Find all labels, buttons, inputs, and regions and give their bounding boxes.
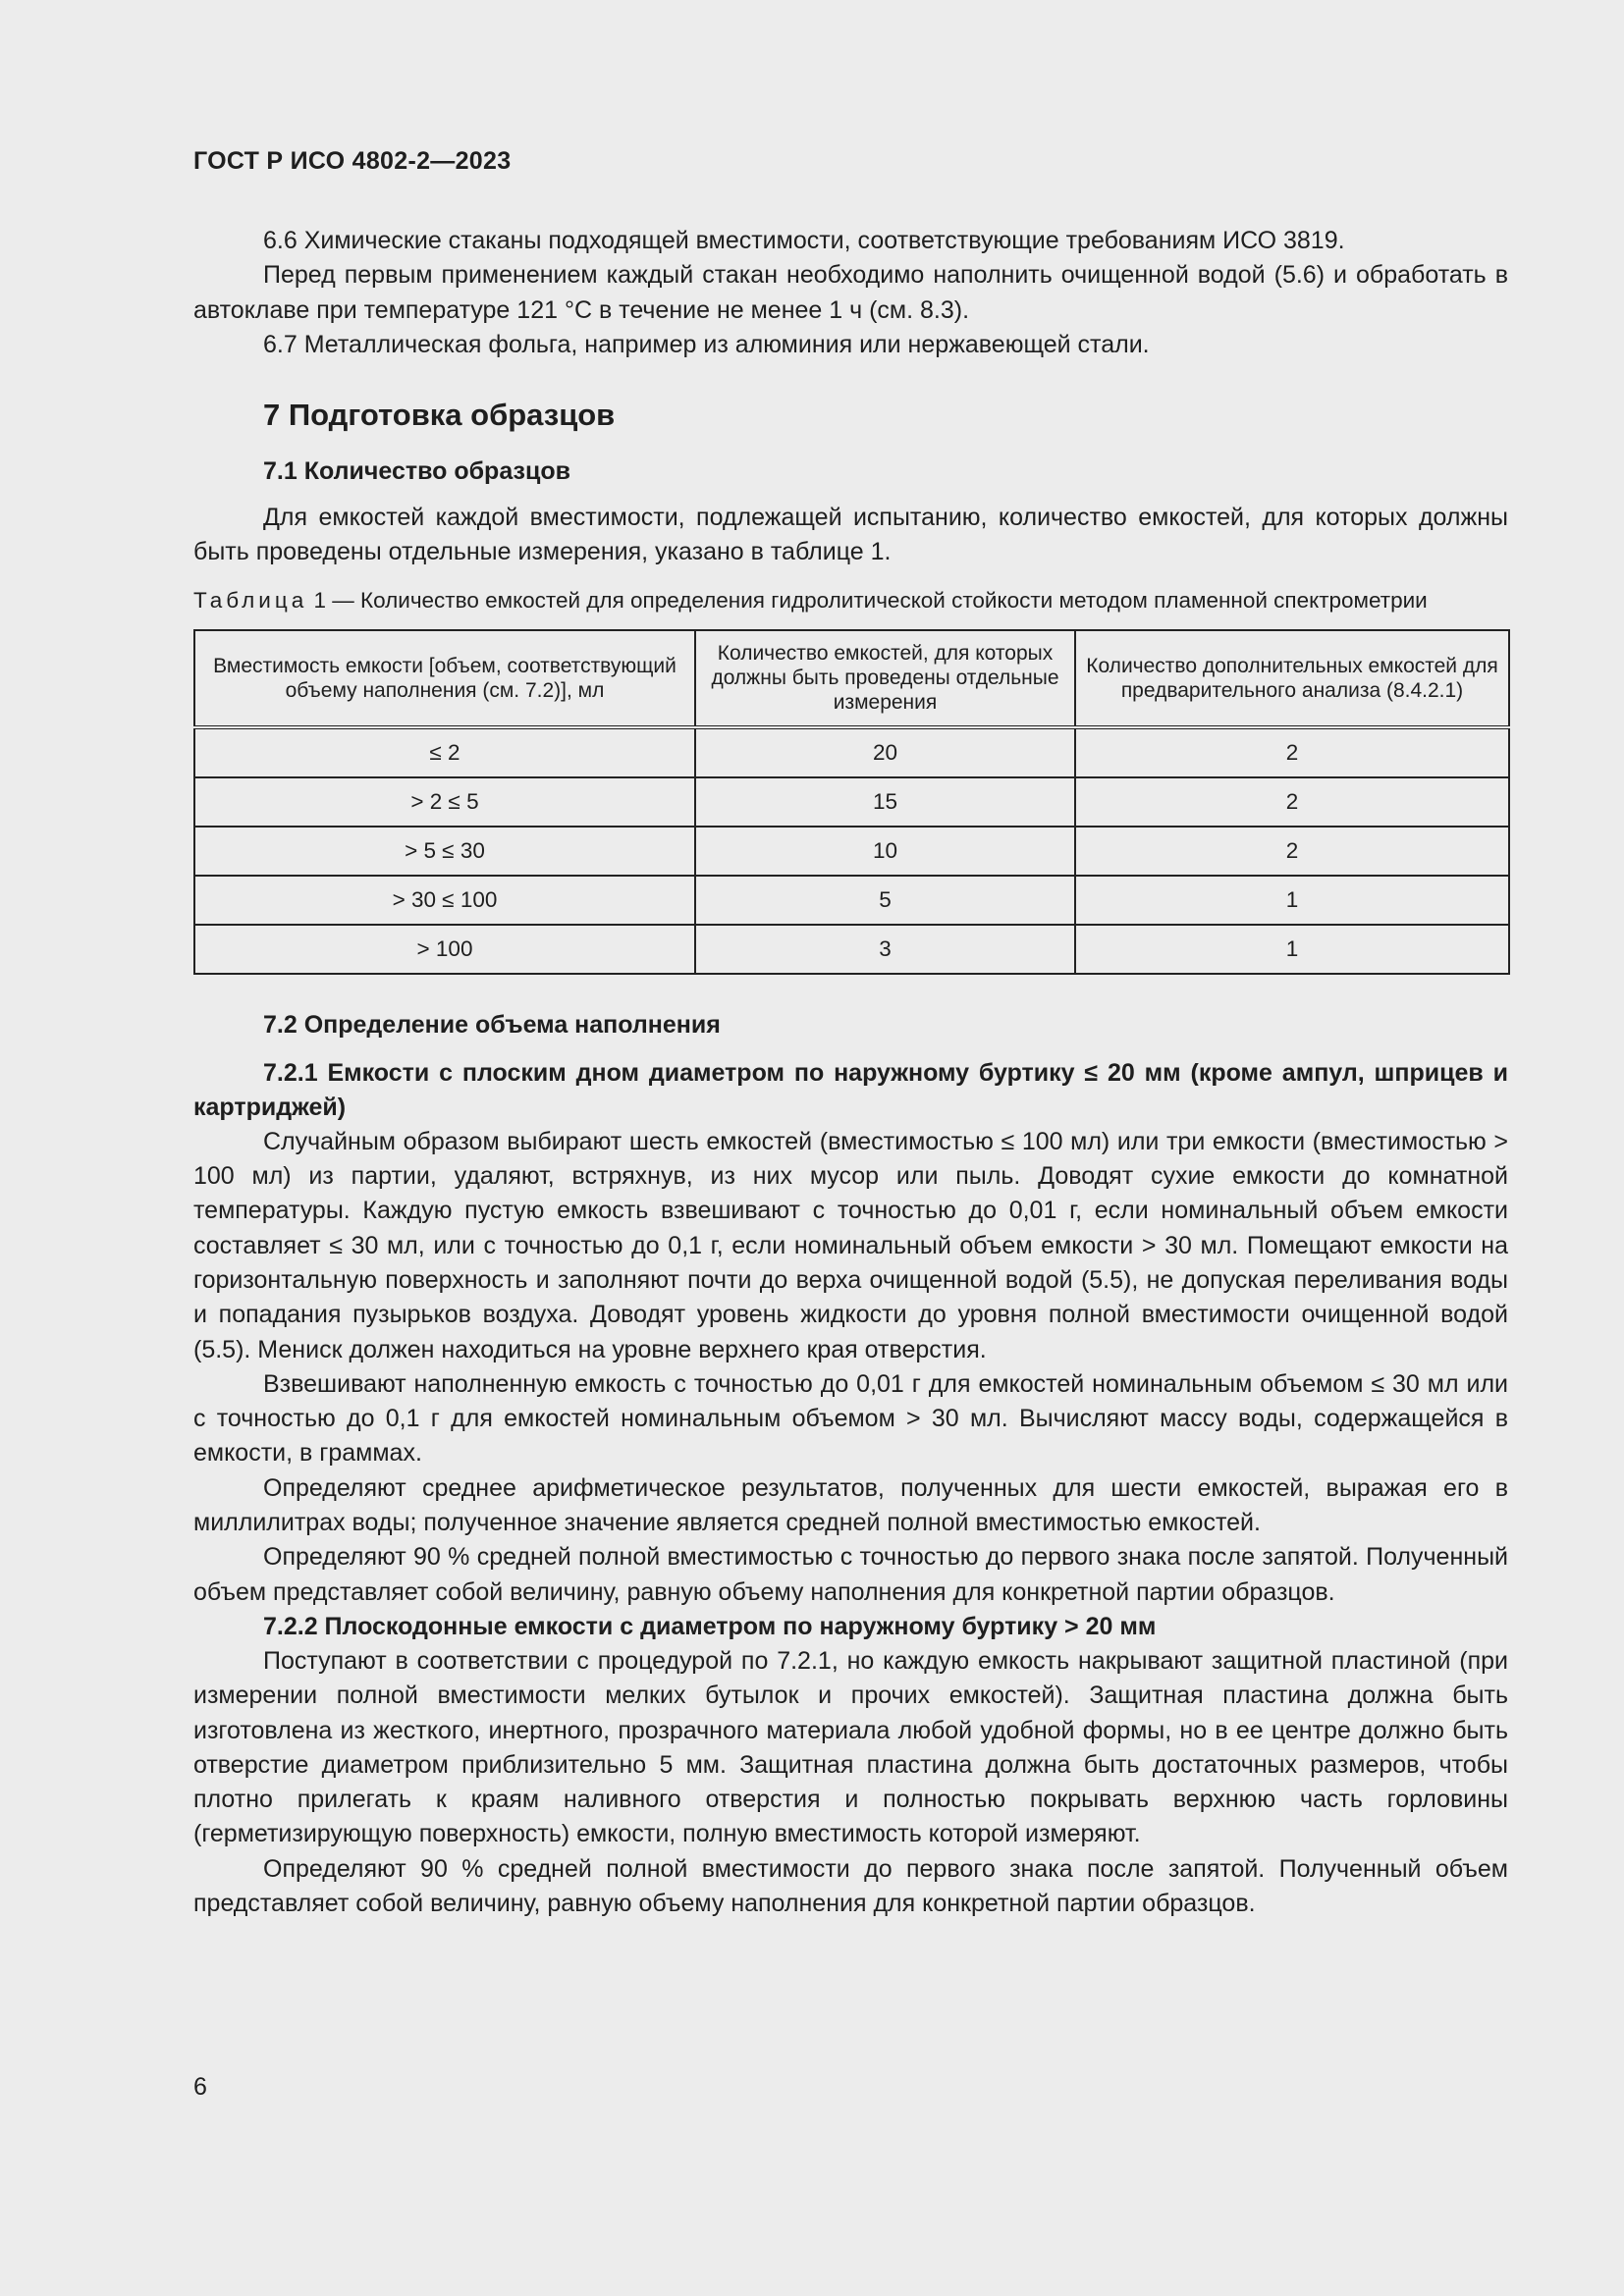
samples-table bbox=[193, 629, 1510, 975]
document-id-header: ГОСТ Р ИСО 4802-2—2023 bbox=[193, 147, 512, 175]
table-row bbox=[194, 777, 1509, 827]
table-cell-extra: 1 bbox=[1075, 925, 1509, 974]
section-7-1-text: Для емкостей каждой вместимости, подлежащей испытанию, количество емкостей, для которых должны быть проведены отдельные измерения, указано в таблице 1. bbox=[193, 504, 1508, 566]
section-7-2-2-para-1: Поступают в соответствии с процедурой по 7.2.1, но каждую емкость накрывают защитной пластиной (при измерении полной вместимости мелких бутылок и прочих емкостей). Защитная пластина должна быть изготовлена из жесткого, инертного, прозрачного материала любой удобной формы, но в ее центре должно быть отверстие диаметром приблизительно 5 мм. Защитная пластина должна быть достаточных размеров, чтобы плотно прилегать к краям наливного отверстия и полностью покрывать верхнюю часть горловины (герметизирующую поверхность) емкости, полную вместимость которой измеряют. bbox=[193, 1646, 1508, 1848]
clause-6-7: 6.7 Металлическая фольга, например из алюминия или нержавеющей стали. bbox=[263, 330, 1150, 358]
section-7-2-1-para-3: Определяют среднее арифметическое результатов, полученных для шести емкостей, выражая его в миллилитрах воды; полученное значение является средней полной вместимостью емкостей. bbox=[193, 1473, 1508, 1537]
table-cell-capacity: > 100 bbox=[194, 925, 695, 974]
table-cell-count: 3 bbox=[695, 925, 1075, 974]
table-header-count: Количество емкостей, для которых должны быть проведены отдельные измерения bbox=[695, 630, 1075, 727]
document-body bbox=[193, 224, 1508, 1921]
table-row bbox=[194, 876, 1509, 925]
table-cell-count: 15 bbox=[695, 777, 1075, 827]
section-7-2-1-para-1: Случайным образом выбирают шесть емкостей (вместимостью ≤ 100 мл) или три емкости (вместимостью > 100 мл) из партии, удаляют, встряхнув, из них мусор или пыль. Доводят сухие емкости до комнатной температуры. Каждую пустую емкость взвешивают с точностью до 0,01 г, если номинальный объем емкости составляет ≤ 30 мл, или с точностью до 0,1 г, если номинальный объем емкости > 30 мл. Помещают емкости на горизонтальную поверхность и заполняют почти до верха очищенной водой (5.5), не допуская переливания воды и попадания пузырьков воздуха. Доводят уровень жидкости до уровня полной вместимости очищенной водой (5.5). Мениск должен находиться на уровне верхнего края отверстия. bbox=[193, 1127, 1508, 1363]
section-7-2-2-title: 7.2.2 Плоскодонные емкости с диаметром по наружному буртику > 20 мм bbox=[263, 1612, 1157, 1640]
section-7-1-title: 7.1 Количество образцов bbox=[263, 457, 570, 486]
table-row bbox=[194, 827, 1509, 876]
table-caption-text: 1 — Количество емкостей для определения гидролитической стойкости методом пламенной спектрометрии bbox=[307, 587, 1428, 613]
table-cell-capacity: > 2 ≤ 5 bbox=[194, 777, 695, 827]
table-cell-extra: 1 bbox=[1075, 876, 1509, 925]
section-7-2-title: 7.2 Определение объема наполнения bbox=[263, 1010, 721, 1039]
table-caption-label: Таблица bbox=[193, 587, 308, 613]
table-cell-capacity: ≤ 2 bbox=[194, 727, 695, 777]
table-cell-count: 20 bbox=[695, 727, 1075, 777]
section-7-title: 7 Подготовка образцов bbox=[263, 398, 616, 433]
table-cell-count: 10 bbox=[695, 827, 1075, 876]
table-cell-extra: 2 bbox=[1075, 727, 1509, 777]
table-caption bbox=[193, 586, 1508, 615]
table-header-extra: Количество дополнительных емкостей для предварительного анализа (8.4.2.1) bbox=[1075, 630, 1509, 727]
page-number: 6 bbox=[193, 2073, 207, 2101]
table-cell-count: 5 bbox=[695, 876, 1075, 925]
table-cell-capacity: > 30 ≤ 100 bbox=[194, 876, 695, 925]
table-cell-capacity: > 5 ≤ 30 bbox=[194, 827, 695, 876]
section-7-2-1-para-2: Взвешивают наполненную емкость с точностью до 0,01 г для емкостей номинальным объемом ≤ 30 мл или с точностью до 0,1 г для емкостей номинальным объемом > 30 мл. Вычисляют массу воды, содержащейся в емкости, в граммах. bbox=[193, 1369, 1508, 1468]
table-row bbox=[194, 925, 1509, 974]
table-header-capacity: Вместимость емкости [объем, соответствующий объему наполнения (см. 7.2)], мл bbox=[194, 630, 695, 727]
section-7-2-1-para-4: Определяют 90 % средней полной вместимостью с точностью до первого знака после запятой. Полученный объем представляет собой величину, равную объему наполнения для конкретной партии образцов. bbox=[193, 1543, 1508, 1606]
table-cell-extra: 2 bbox=[1075, 777, 1509, 827]
table-row bbox=[194, 727, 1509, 777]
clause-6-6-note: Перед первым применением каждый стакан необходимо наполнить очищенной водой (5.6) и обработать в автоклаве при температуре 121 °C в течение не менее 1 ч (см. 8.3). bbox=[193, 261, 1508, 324]
section-7-2-2-para-2: Определяют 90 % средней полной вместимости до первого знака после запятой. Полученный объем представляет собой величину, равную объему наполнения для конкретной партии образцов. bbox=[193, 1854, 1508, 1918]
clause-6-6: 6.6 Химические стаканы подходящей вместимости, соответствующие требованиям ИСО 3819. bbox=[263, 227, 1345, 254]
section-7-2-1-title: 7.2.1 Емкости с плоским дном диаметром по наружному буртику ≤ 20 мм (кроме ампул, шприцев и картриджей) bbox=[193, 1058, 1508, 1121]
table-cell-extra: 2 bbox=[1075, 827, 1509, 876]
table-header-row bbox=[194, 630, 1509, 727]
